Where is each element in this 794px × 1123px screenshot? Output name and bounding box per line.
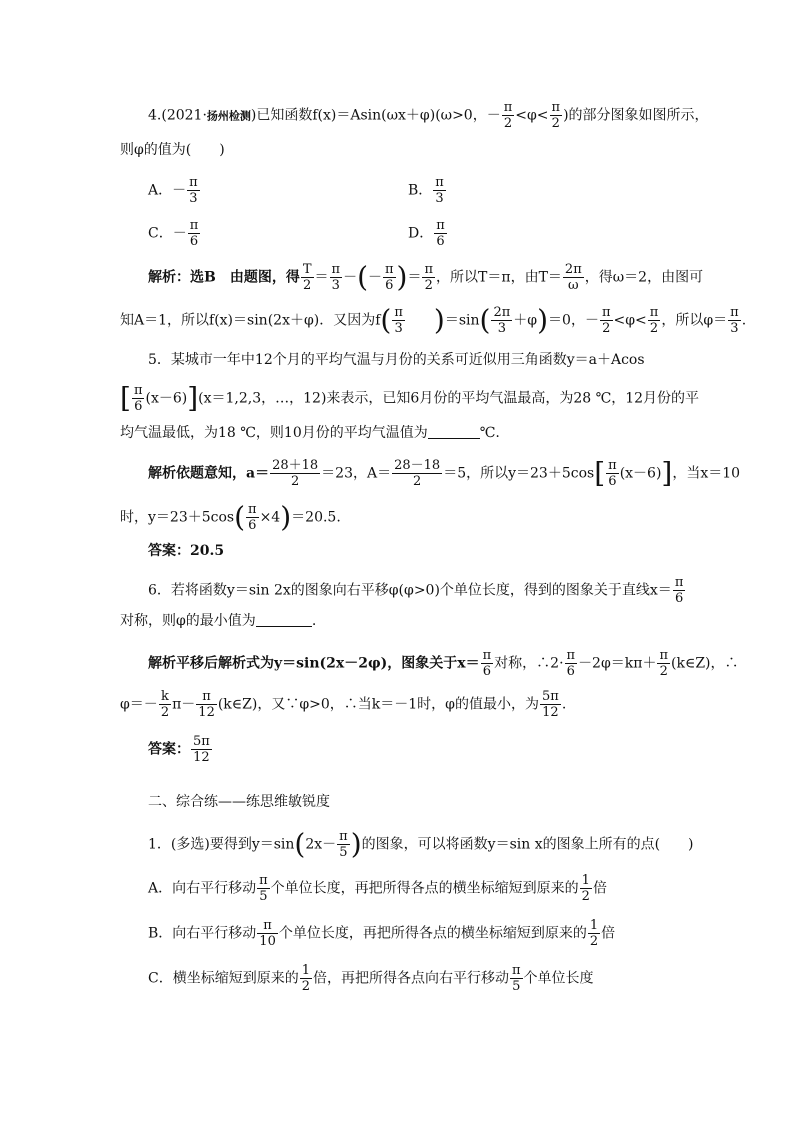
q4-stem-line2: 则φ的值为( ): [120, 142, 225, 158]
q6-stem-line2: 对称，则φ的最小值为 .: [120, 613, 317, 629]
s2-q1-stem: 1．(多选)要得到y＝sin(2x－ $\frac{\pi}{5}$ )的图象，可以将函数y＝sin x的图象上所有的点( ): [148, 827, 694, 861]
q4-solution-line2: 知A＝1，所以f(x)＝sin(2x＋φ)．又因为f( $\frac{\pi}{3}$ )＝sin( $\frac{2\pi}{3}$ ＋φ)＝0，－ $\frac{\pi}{2}$ <φ< $\frac{\pi}{2}$ ，所以φ＝ $\frac{\pi}{3}$ .: [120, 303, 747, 337]
q4-solution: 解析：选B 由题图，得 $\frac{T}{2}$ ＝ $\frac{\pi}{3}$ －(－ $\frac{\pi}{6}$ )＝ $\frac{\pi}{2}$ ，所以T＝π，由T＝ $\frac{2\pi}{\omega}$ ，得ω＝2，由图可: [148, 260, 704, 294]
q5-solution: 解析依题意知，a＝ $\frac{28+18}{2}$ ＝23，A＝ $\frac{28-18}{2}$ ＝5，所以y＝23＋5cos[ $\frac{\pi}{6}$ (x－6)]，当x＝10: [148, 456, 741, 490]
section-heading: 二、综合练——练思维敏锐度: [148, 794, 330, 810]
s2-q1-option-a: A．向右平行移动 $\frac{\pi}{5}$ 个单位长度，再把所得各点的横坐标缩短到原来的 $\frac{1}{2}$ 倍: [148, 873, 607, 904]
q6-answer: 答案： $\frac{5\pi}{12}$: [148, 734, 210, 765]
q5-solution-line2: 时，y＝23＋5cos( $\frac{\pi}{6}$ ×4)＝20.5.: [120, 500, 341, 534]
q5-stem-line3: 均气温最低，为18 ℃，则10月份的平均气温值为 ℃.: [120, 425, 500, 441]
q4-option-b: B． $\frac{\pi}{3}$: [408, 175, 444, 206]
s2-q1-option-c: C．横坐标缩短到原来的 $\frac{1}{2}$ 倍，再把所得各点向右平行移动 $\frac{\pi}{5}$ 个单位长度: [148, 963, 594, 994]
q4-stem: 4.(2021·扬州检测)已知函数f(x)＝Asin(ωx＋φ)(ω>0，－ $\frac{\pi}{2}$ <φ< $\frac{\pi}{2}$ )的部分图象如图所示，: [148, 100, 709, 131]
q6-solution-line2: φ＝－ $\frac{k}{2}$ π－ $\frac{\pi}{12}$ (k∈Z)，又∵φ>0，∴当k＝－1时，φ的值最小，为 $\frac{5\pi}{12}$ .: [120, 689, 567, 720]
q6-stem: 6．若将函数y＝sin 2x的图象向右平移φ(φ>0)个单位长度，得到的图象关于直线x＝ $\frac{\pi}{6}$: [148, 575, 684, 606]
q5-answer: 答案：20.5: [148, 543, 225, 559]
q5-stem: 5．某城市一年中12个月的平均气温与月份的关系可近似用三角函数y＝a＋Acos: [148, 352, 645, 368]
q6-solution: 解析平移后解析式为y＝sin(2x－2φ)，图象关于x＝ $\frac{\pi}{6}$ 对称，∴2· $\frac{\pi}{6}$ －2φ＝kπ＋ $\frac{\pi}{2}$ (k∈Z)，∴: [148, 648, 739, 679]
q4-option-c: C．－ $\frac{\pi}{6}$: [148, 218, 199, 249]
q4-option-a: A．－ $\frac{\pi}{3}$: [148, 175, 198, 206]
s2-q1-option-b: B．向右平行移动 $\frac{\pi}{10}$ 个单位长度，再把所得各点的横坐标缩短到原来的 $\frac{1}{2}$ 倍: [148, 918, 616, 949]
q4-option-d: D． $\frac{\pi}{6}$: [408, 218, 445, 249]
q5-stem-line2: [ $\frac{\pi}{6}$ (x－6)](x＝1,2,3，…，12)来表示，已知6月份的平均气温最高，为28 ℃，12月份的平: [120, 381, 700, 415]
